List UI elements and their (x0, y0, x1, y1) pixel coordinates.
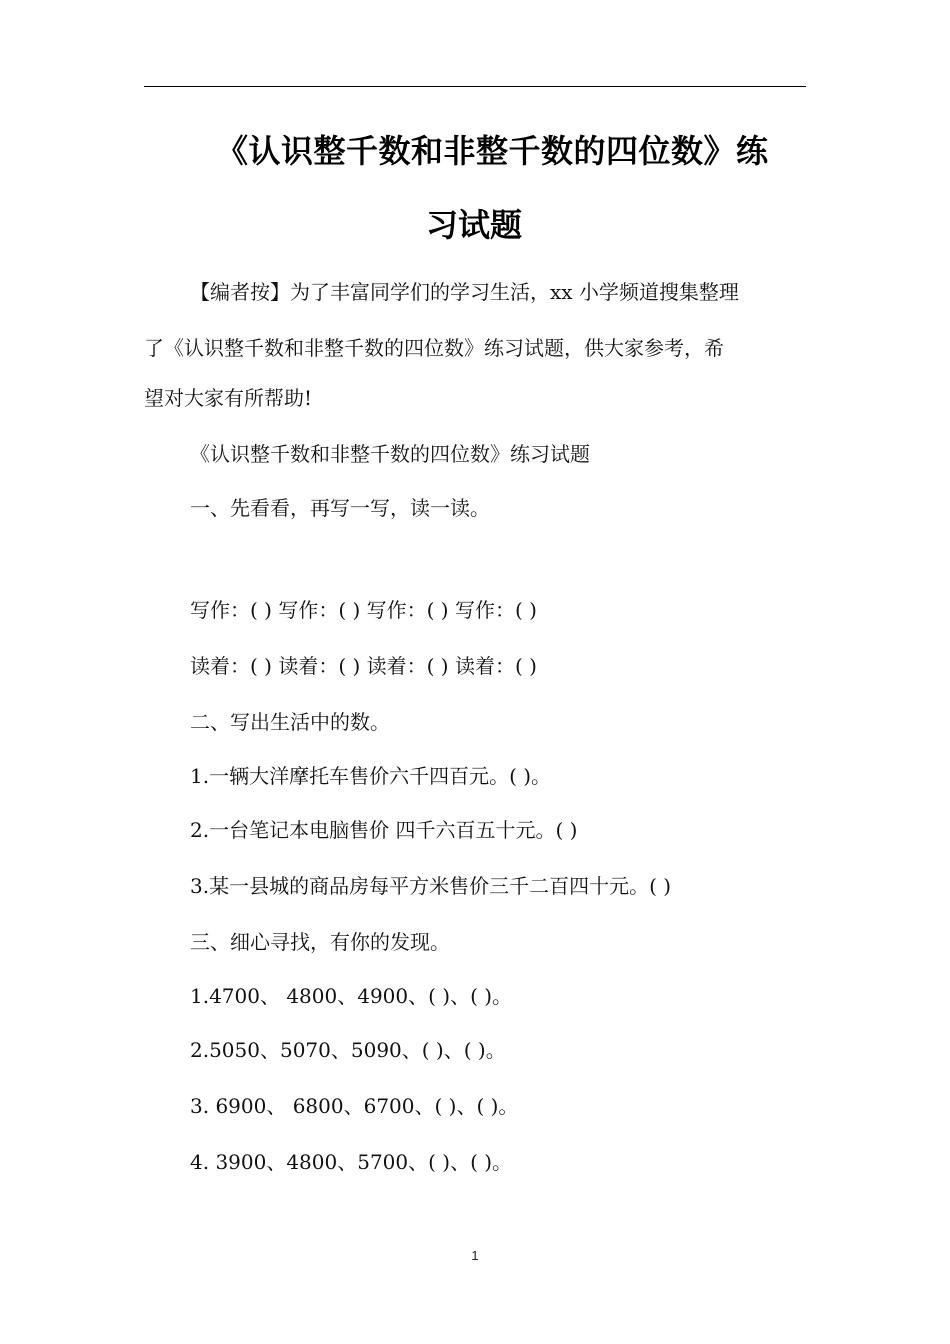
section-2-item-1: 1.一辆大洋摩托车售价六千四百元。( )。 (190, 764, 552, 788)
section-2-heading: 二、写出生活中的数。 (190, 710, 390, 734)
section-2-item-2: 2.一台笔记本电脑售价 四千六百五十元。( ) (190, 818, 578, 842)
intro-line-2: 了《认识整千数和非整千数的四位数》练习试题，供大家参考，希 (144, 336, 724, 360)
section-3-item-3: 3. 6900、 6800、6700、( )、( )。 (190, 1094, 519, 1118)
page-number: 1 (471, 1248, 479, 1263)
section-3-item-1: 1.4700、 4800、4900、( )、( )。 (190, 984, 513, 1008)
section-3-item-4: 4. 3900、4800、5700、( )、( )。 (190, 1150, 513, 1174)
document-title-line-1: 《认识整千数和非整千数的四位数》练 (216, 132, 769, 170)
section-1-heading: 一、先看看，再写一写，读一读。 (190, 496, 490, 520)
header-rule (144, 86, 806, 87)
section-3-heading: 三、细心寻找，有你的发现。 (190, 930, 450, 954)
section-1-read-row: 读着：( ) 读着：( ) 读着：( ) 读着：( ) (190, 654, 537, 678)
section-3-item-2: 2.5050、5070、5090、( )、( )。 (190, 1038, 506, 1062)
section-2-item-3: 3.某一县城的商品房每平方米售价三千二百四十元。( ) (190, 874, 672, 898)
intro-line-3: 望对大家有所帮助! (144, 386, 313, 410)
exercise-subtitle: 《认识整千数和非整千数的四位数》练习试题 (190, 442, 590, 466)
intro-line-1: 【编者按】为了丰富同学们的学习生活，xx 小学频道搜集整理 (190, 280, 739, 304)
document-title-line-2: 习试题 (426, 206, 523, 244)
section-1-write-row: 写作：( ) 写作：( ) 写作：( ) 写作：( ) (190, 598, 537, 622)
